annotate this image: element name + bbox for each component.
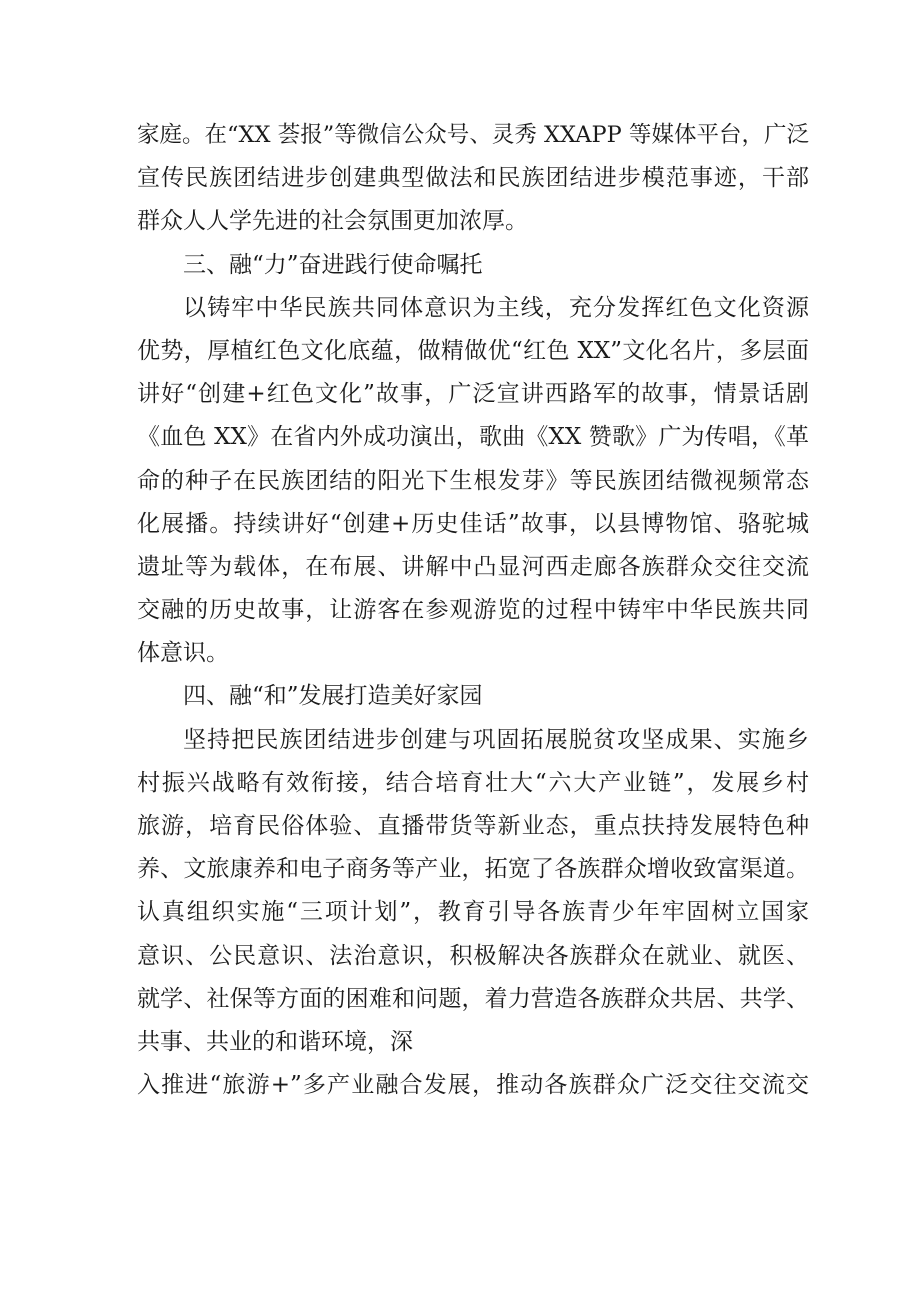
section-heading: 三、融“力”奋进践行使命嘱托 (183, 251, 483, 278)
text-line: 认真组织实施“三项计划”，教育引导各族青少年牢固树立国家 (137, 899, 809, 926)
text-line: 意识、公民意识、法治意识，积极解决各族群众在就业、就医、 (137, 942, 809, 969)
text-line: 宣传民族团结进步创建典型做法和民族团结进步模范事迹，干部 (137, 165, 809, 192)
text-line: 以铸牢中华民族共同体意识为主线，充分发挥红色文化资源 (183, 294, 809, 321)
document-body (137, 114, 809, 1107)
text-line: 体意识。 (137, 640, 229, 667)
text-line: 讲好“创建+红色文化”故事，广泛宣讲西路军的故事，情景话剧 (137, 381, 809, 408)
text-line: 优势，厚植红色文化底蕴，做精做优“红色 XX”文化名片，多层面 (137, 337, 809, 364)
text-line: 养、文旅康养和电子商务等产业，拓宽了各族群众增收致富渠道。 (137, 856, 809, 883)
text-line: 村振兴战略有效衔接，结合培育壮大“六大产业链”，发展乡村 (137, 769, 809, 796)
text-line: 家庭。在“XX 荟报”等微信公众号、灵秀 XXAPP 等媒体平台，广泛 (137, 122, 809, 148)
text-line: 坚持把民族团结进步创建与巩固拓展脱贫攻坚成果、实施乡 (183, 726, 809, 753)
text-line: 群众人人学先进的社会氛围更加浓厚。 (137, 208, 528, 235)
text-line: 就学、社保等方面的困难和问题，着力营造各族群众共居、共学、 (137, 985, 809, 1012)
text-line: 共事、共业的和谐环境，深 (137, 1028, 413, 1055)
section-heading: 四、融“和”发展打造美好家园 (183, 683, 483, 710)
text-line: 旅游，培育民俗体验、直播带货等新业态，重点扶持发展特色种 (137, 813, 809, 839)
text-line: 《血色 XX》在省内外成功演出，歌曲《XX 赞歌》广为传唱，《革 (137, 424, 809, 451)
text-line: 遗址等为载体，在布展、讲解中凸显河西走廊各族群众交往交流 (137, 553, 809, 580)
text-line: 化展播。持续讲好“创建+历史佳话”故事，以县博物馆、骆驼城 (137, 510, 809, 537)
text-line: 入推进“旅游+”多产业融合发展，推动各族群众广泛交往交流交 (137, 1072, 809, 1099)
text-line: 交融的历史故事，让游客在参观游览的过程中铸牢中华民族共同 (137, 597, 809, 624)
text-line: 命的种子在民族团结的阳光下生根发芽》等民族团结微视频常态 (137, 467, 809, 494)
